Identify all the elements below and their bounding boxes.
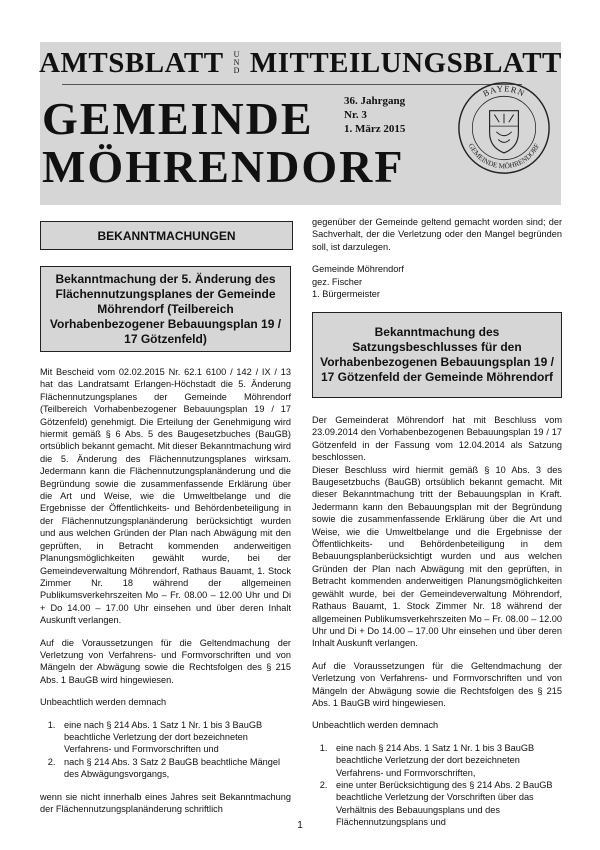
list-item: 2. nach § 214 Abs. 3 Satz 2 BauGB beachtliche Mängel des Abwägungsvorgangs,: [58, 756, 291, 781]
article2-body: [312, 414, 562, 839]
article1-paragraph-1: Mit Bescheid vom 02.02.2015 Nr. 62.1 6100 / 142 / IX / 13 hat das Landratsamt Erlangen-Höchstadt die 5. Änderung Flächennutzungsplanes der Gemeinde Möhrendorf (Teilbereich Vorhabenbezogener Bebauungsplan 19 / 17 Götzenfeld) genehmigt. Die Erteilung der Genehmigung wird hiermit gemäß § 6 Abs. 5 des Baugesetzbuches (BauGB) ortsüblich bekannt gemacht. Mit dieser Bekanntmachung wird die 5. Änderung des Flächennutzungsplanes wirksam. Jedermann kann die Flächennutzungsplanänderung und die Begründung sowie die zusammenfassende Erklärung über die Art und Weise, wie die Umweltbelange und die Ergebnisse der Öffentlichkeits- und Behördenbeteiligung in der Flächennutzungsplanänderung berücksichtigt wurden und aus welchen Gründen der Plan nach Abwägung mit den geprüften, in Betracht kommenden anderweitigen Planungsmöglichkeiten gewählt wurde, bei der Gemeindeverwaltung Möhrendorf, Rathaus Bauamt, 1. Stock Zimmer Nr. 18 während der allgemeinen Publikumsverkehrszeiten Mo – Fr. 08.00 – 12.00 Uhr und Di + Do 14.00 – 17.00 Uhr einsehen und über deren Inhalt Auskunft verlangen.: [40, 367, 291, 626]
svg-text:BAYERN: BAYERN: [481, 83, 527, 99]
article1-body: [40, 366, 291, 825]
municipal-seal-logo: [456, 80, 552, 176]
municipality-name-line2: MÖHRENDORF: [42, 141, 405, 192]
list-item: 1. eine nach § 214 Abs. 1 Satz 1 Nr. 1 bis 3 BauGB beachtliche Verletzung der dort bezeichneten Verfahrens- und Formvorschriften,: [330, 742, 562, 779]
masthead-title-left: AMTSBLATT: [39, 46, 224, 79]
issue-info: [344, 94, 405, 136]
masthead-title-right: MITTEILUNGSBLATT: [249, 46, 562, 79]
page-number: 1: [297, 820, 303, 831]
masthead-rule: [62, 84, 522, 85]
issue-number: Nr. 3: [344, 109, 367, 121]
article1-paragraph-3: Unbeachtlich werden demnach: [40, 697, 167, 708]
article2-paragraph-1: Der Gemeinderat Möhrendorf hat mit Beschluss vom 23.09.2014 den Vorhabenbezogenen Bebauungsplan 19 / 17 Götzenfeld in der Fassung vom 12.04.2014 als Satzung beschlossen.: [312, 415, 562, 463]
issue-date: 1. März 2015: [344, 123, 406, 135]
signature-line: gez. Fischer: [312, 276, 363, 287]
article2-paragraph-4: Unbeachtlich werden demnach: [312, 720, 439, 731]
section-header: BEKANNTMACHUNGEN: [40, 221, 293, 250]
article1-signature: [312, 263, 562, 300]
signature-line: 1. Bürgermeister: [312, 289, 380, 300]
list-item: 2. eine unter Berücksichtigung des § 214 Abs. 2 BauGB beachtliche Verletzung der Vorschriften über das Verhältnis des Bebauungsplans und des Flächennutzungsplans und: [330, 779, 562, 829]
article1-paragraph-4: wenn sie nicht innerhalb eines Jahres seit Bekanntmachung der Flächennutzungsplanänderung schriftlich: [40, 791, 291, 814]
masthead-title-und: UND: [233, 50, 240, 75]
issue-volume: 36. Jahrgang: [344, 95, 406, 107]
article1-paragraph-5: gegenüber der Gemeinde geltend gemacht worden sind; der Sachverhalt, der die Verletzung oder den Mangel begründen soll, ist darzulegen.: [312, 217, 562, 252]
svg-text:GEMEINDE MÖHRENDORF: GEMEINDE MÖHRENDORF: [466, 142, 542, 171]
article2-title: Bekanntmachung des Satzungsbeschlusses für den Vorhabenbezogenen Bebauungsplan 19 / 17 Götzenfeld der Gemeinde Möhrendorf: [312, 312, 562, 398]
signature-line: Gemeinde Möhrendorf: [312, 264, 404, 275]
article2-paragraph-3: Auf die Voraussetzungen für die Geltendmachung der Verletzung von Verfahrens- und Formvorschriften und von Mängeln der Abwägung sowie die Rechtsfolgen des § 215 Abs. 1 BauGB wird hingewiesen.: [312, 660, 562, 708]
list-item: 1. eine nach § 214 Abs. 1 Satz 1 Nr. 1 bis 3 BauGB beachtliche Verletzung der dort bezeichneten Verfahrens- und Formvorschriften und: [58, 719, 291, 756]
masthead-title: [40, 42, 561, 84]
article1-paragraph-2: Auf die Voraussetzungen für die Geltendmachung der Verletzung von Verfahrens- und Formvorschriften und von Mängeln der Abwägung sowie die Rechtsfolgen des § 215 Abs. 1 BauGB wird hingewiesen.: [40, 637, 291, 685]
article2-list: [312, 742, 562, 829]
article1-list: [40, 719, 291, 781]
municipality-name-line1: GEMEINDE: [42, 93, 314, 144]
article1-title: Bekanntmachung der 5. Änderung des Flächennutzungsplanes der Gemeinde Möhrendorf (Teilbereich Vorhabenbezogener Bebauungsplan 19 / 17 Götzenfeld): [40, 266, 291, 352]
article1-continuation: [312, 216, 562, 300]
article2-paragraph-2: Dieser Beschluss wird hiermit gemäß § 10 Abs. 3 des Baugesetzbuchs (BauGB) ortsüblich bekannt gemacht. Mit dieser Bekanntmachung tritt der Bebauungsplan in Kraft. Jedermann kann den Bebauungsplan mit der Begründung sowie die zusammenfassende Erklärung über die Art und Weise, wie die Umweltbelange und die Ergebnisse der Öffentlichkeits- und Behördenbeteiligung in dem Bebauungsplanberücksichtigt wurden und aus welchen Gründen der Plan nach Abwägung mit den geprüften, in Betracht kommenden anderweitigen Planungsmöglichkeiten gewählt wurde, bei der Gemeindeverwaltung Möhrendorf, Rathaus Bauamt, 1. Stock Zimmer Nr. 18 während der allgemeinen Publikumsverkehrszeiten Mo – Fr. 08.00 – 12.00 Uhr und Di + Do 14.00 – 17.00 Uhr einsehen und über deren Inhalt Auskunft verlangen.: [312, 464, 562, 649]
